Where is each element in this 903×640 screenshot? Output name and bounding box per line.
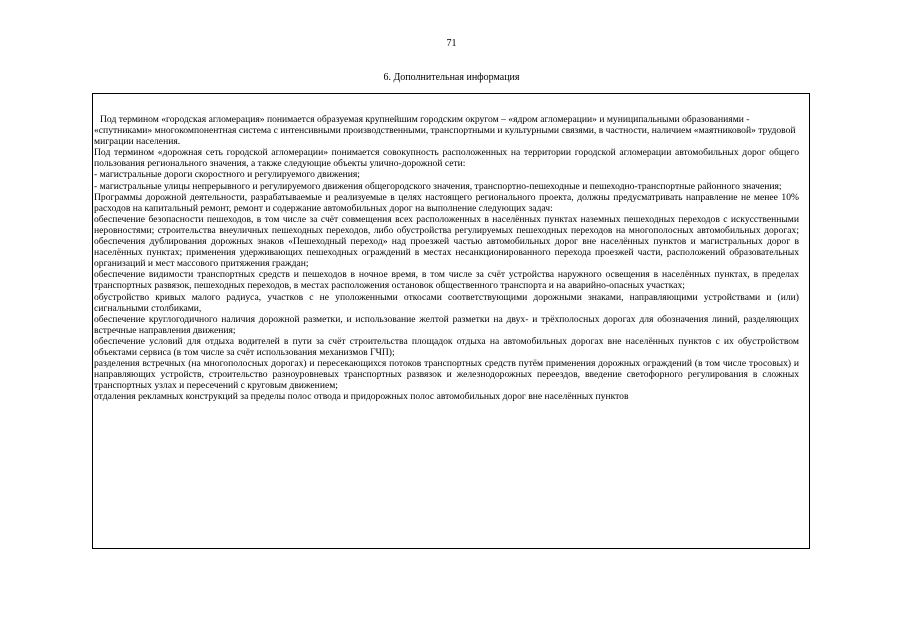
list-item-main-streets: - магистральные улицы непрерывного и регулируемого движения общегородского значения, транспортно-пешеходные и пешеходно-транспортные районного значения; <box>94 180 782 192</box>
paragraph-agglomeration-definition: Под термином «городская агломерация» понимается образуемая крупнейшим городским округом – «ядром агломерации» и муниципальными образованиями - «спутниками» многокомпонентная система с интенсивными производственными, транспортными и культурными связями, в частности, наличием «маятниковой» трудовой миграции населения. <box>94 114 796 148</box>
additional-info-box <box>92 93 810 549</box>
task-driver-rest: обеспечение условий для отдыха водителей в пути за счёт строительства площадок отдыха на автомобильных дорогах вне населённых пунктов с их обустройством объектами сервиса (в том числе за счёт использования механизмов ГЧП); <box>94 335 799 358</box>
section-title: 6. Дополнительная информация <box>383 72 520 83</box>
task-night-visibility: обеспечение видимости транспортных средств и пешеходов в ночное время, в том числе за счёт устройства наружного освещения в населённых пунктах, в пределах транспортных развязок, пешеходных переходов, в местах расположения остановок общественного транспорта и на аварийно-опасных участках; <box>94 269 799 292</box>
task-traffic-separation: разделения встречных (на многополосных дорогах) и пересекающихся потоков транспортных средств путём применения дорожных ограждений (в том числе тросовых) и направляющих устройств, строительство разноуровневых транспортных развязок и железнодорожных переездов, введение светофорного регулирования в сложных транспортных узлах и пересечений с круговым движением; <box>94 358 799 392</box>
task-road-marking: обеспечение круглогодичного наличия дорожной разметки, и использование желтой разметки на двух- и трёхполосных дорогах для обозначения линий, разделяющих встречные направления движения; <box>94 313 799 336</box>
task-advertising: отдаления рекламных конструкций за пределы полос отвода и придорожных полос автомобильных дорог вне населённых пунктов <box>94 391 629 403</box>
paragraph-programs: Программы дорожной деятельности, разрабатываемые и реализуемые в целях настоящего регионального проекта, должны предусматривать направление не менее 10% расходов на капитальный ремонт, ремонт и содержание автомобильных дорог на выполнение следующих задач: <box>94 191 799 214</box>
page-number: 71 <box>446 38 457 49</box>
info-text <box>94 114 799 402</box>
task-pedestrian-safety: обеспечение безопасности пешеходов, в том числе за счёт совмещения всех расположенных в населённых пунктах наземных пешеходных переходов с искусственными неровностями; строительства внеуличных пешеходных переходов, либо обустройства регулируемых пешеходных переходов на многополосных автомобильных дорогах; обеспечения дублирования дорожных знаков «Пешеходный переход» над проезжей частью автомобильных дорог вне населённых пунктов и магистральных дорог в населённых пунктах; применения удерживающих пешеходных ограждений в местах несанкционированного перехода проезжей части, расположений образовательных организаций и мест массового притяжения граждан; <box>94 213 799 270</box>
paragraph-road-network-definition: Под термином «дорожная сеть городской агломерации» понимается совокупность расположенных на территории городской агломерации автомобильных дорог общего пользования регионального значения, а также следующие объекты улично-дорожной сети: <box>94 147 799 170</box>
list-item-highways: - магистральные дороги скоростного и регулируемого движения; <box>94 169 360 181</box>
task-curves: обустройство кривых малого радиуса, участков с не уположенными откосами соответствующими дорожными знаками, направляющими устройствами и (или) сигнальными столбиками, <box>94 291 799 314</box>
